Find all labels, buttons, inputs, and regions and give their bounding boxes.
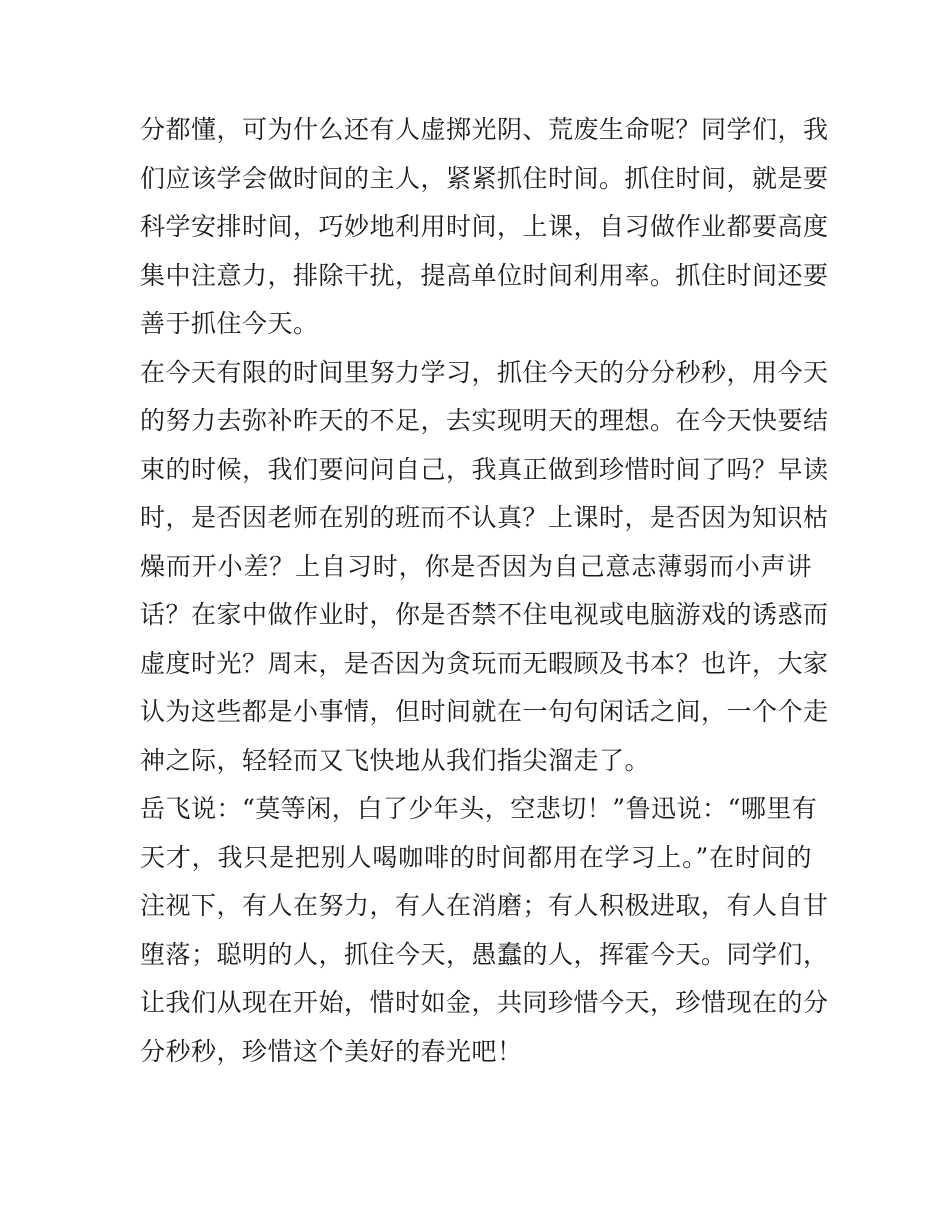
text-line: 科学安排时间，巧妙地利用时间，上课，自习做作业都要高度 xyxy=(140,212,829,241)
text-line: 分都懂，可为什么还有人虚掷光阴、荒废生命呢？同学们，我 xyxy=(140,115,829,144)
text-line: 集中注意力，排除干扰，提高单位时间利用率。抓住时间还要 xyxy=(140,260,829,290)
paragraph-3 xyxy=(140,785,829,1076)
text-line: 善于抓住今天。 xyxy=(140,309,319,338)
document-body xyxy=(140,106,829,1076)
text-line: 话？在家中做作业时，你是否禁不住电视或电脑游戏的诱惑而 xyxy=(140,600,829,629)
text-line: 时，是否因老师在别的班而不认真？上课时，是否因为知识枯 xyxy=(140,503,829,532)
text-line: 的努力去弥补昨天的不足，去实现明天的理想。在今天快要结 xyxy=(140,406,829,435)
text-line: 燥而开小差？上自习时，你是否因为自己意志薄弱而小声讲 xyxy=(140,551,812,581)
text-line: 岳飞说：“莫等闲，白了少年头，空悲切！”鲁迅说：“哪里有 xyxy=(140,794,818,823)
text-line: 天才，我只是把别人喝咖啡的时间都用在学习上。”在时间的 xyxy=(140,842,812,872)
paragraph-1 xyxy=(140,106,829,349)
paragraph-2 xyxy=(140,349,829,786)
text-line: 让我们从现在开始，惜时如金，共同珍惜今天，珍惜现在的分 xyxy=(140,988,829,1017)
text-line: 在今天有限的时间里努力学习，抓住今天的分分秒秒，用今天 xyxy=(140,357,829,387)
text-line: 分秒秒，珍惜这个美好的春光吧！ xyxy=(140,1036,523,1066)
text-line: 们应该学会做时间的主人，紧紧抓住时间。抓住时间，就是要 xyxy=(140,163,829,193)
text-line: 束的时候，我们要问问自己，我真正做到珍惜时间了吗？早读 xyxy=(140,454,829,484)
text-line: 神之际，轻轻而又飞快地从我们指尖溜走了。 xyxy=(140,745,651,775)
text-line: 认为这些都是小事情，但时间就在一句句闲话之间，一个个走 xyxy=(140,697,829,726)
text-line: 堕落；聪明的人，抓住今天，愚蠢的人，挥霍今天。同学们， xyxy=(140,939,829,969)
text-line: 注视下，有人在努力，有人在消磨；有人积极进取，有人自甘 xyxy=(140,891,829,920)
text-line: 虚度时光？周末，是否因为贪玩而无暇顾及书本？也许，大家 xyxy=(140,648,829,678)
